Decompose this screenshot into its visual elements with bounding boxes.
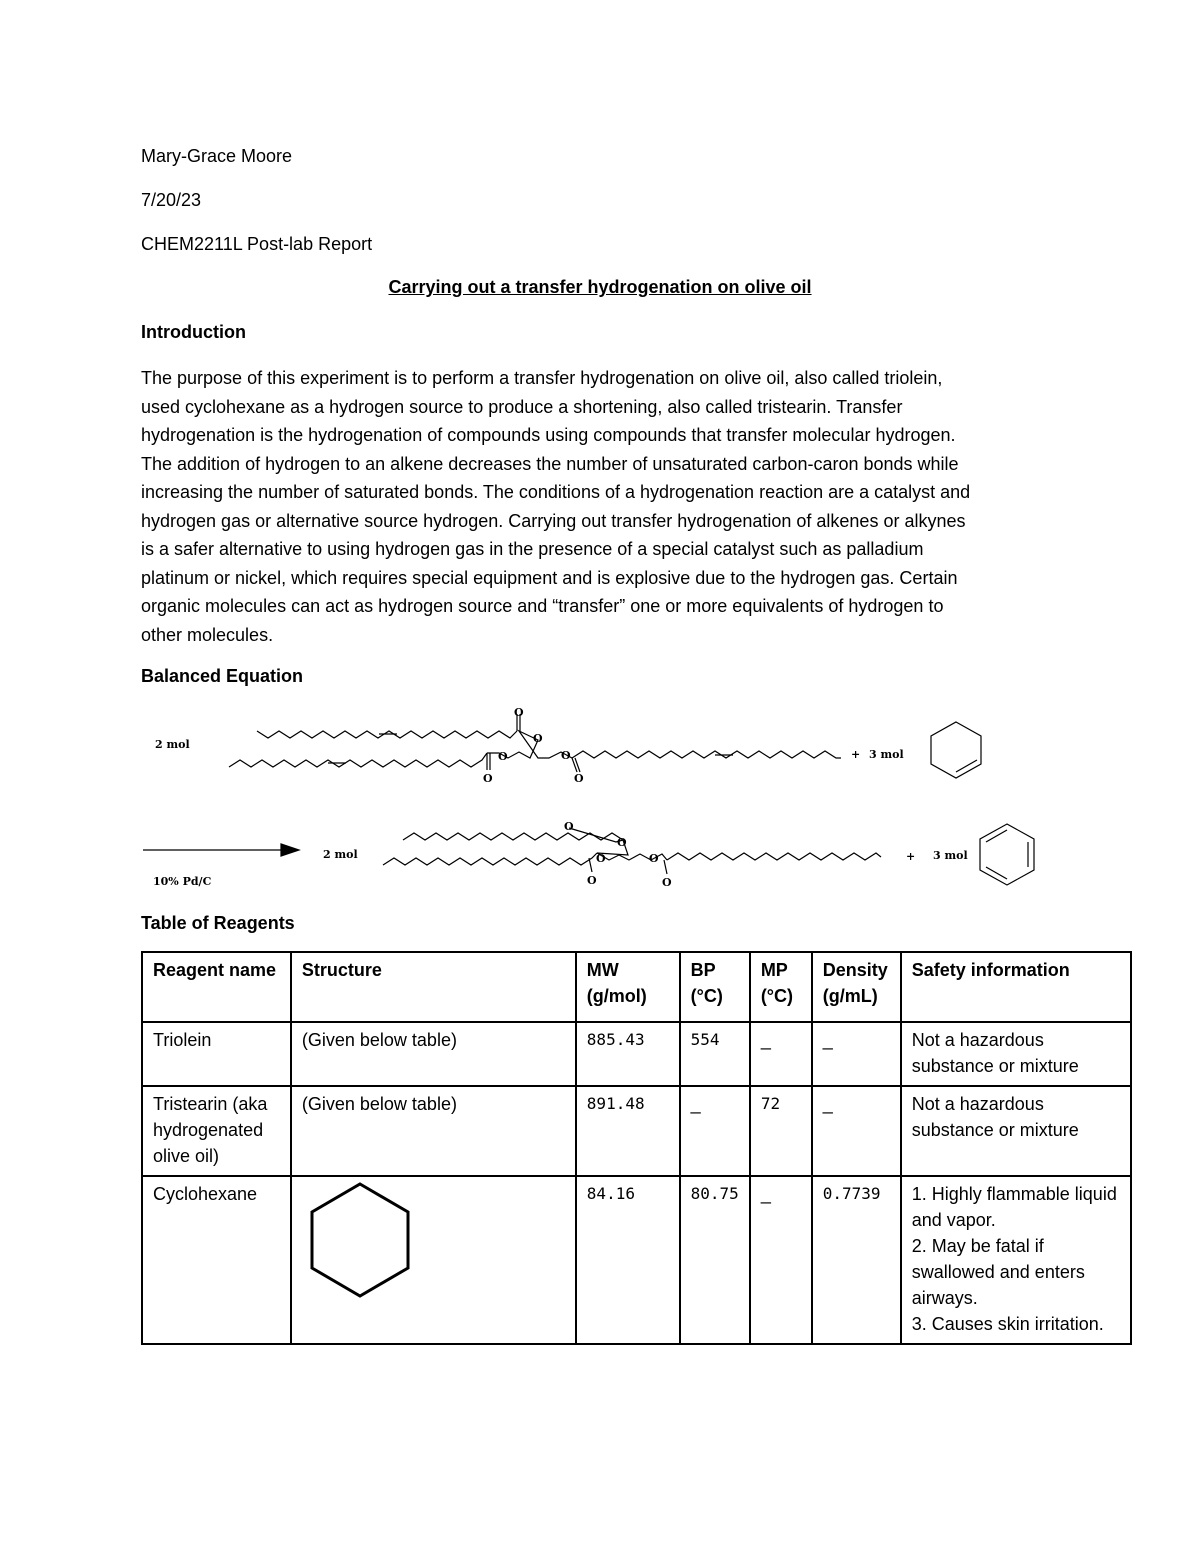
table-row xyxy=(142,1176,1131,1344)
course-label: CHEM2211L Post-lab Report xyxy=(141,234,373,254)
benzene-ring xyxy=(980,824,1034,885)
byproduct-amount: 3 mol xyxy=(933,849,968,862)
reaction-scheme xyxy=(141,700,1061,900)
reagents-table xyxy=(141,951,1132,1345)
column-header: MP (°C) xyxy=(750,952,812,1022)
reagent-amount: 3 mol xyxy=(869,748,904,761)
reagent-structure: (Given below table) xyxy=(291,1022,576,1086)
reagent-mp: _ xyxy=(750,1176,812,1344)
reagent-safety: Not a hazardous substance or mixture xyxy=(901,1086,1131,1176)
intro-line: The purpose of this experiment is to perform a transfer hydrogenation on olive oil, also called triolein, xyxy=(141,368,943,388)
product-amount: 2 mol xyxy=(323,848,358,861)
reagent-name: Cyclohexane xyxy=(142,1176,291,1344)
column-header: Density (g/mL) xyxy=(812,952,901,1022)
reagent-structure: (Given below table) xyxy=(291,1086,576,1176)
column-header: Safety information xyxy=(901,952,1131,1022)
reagent-bp: 80.75 xyxy=(680,1176,750,1344)
column-header: Reagent name xyxy=(142,952,291,1022)
table-header-row xyxy=(142,952,1131,1022)
oxygen-label: O xyxy=(533,732,543,745)
intro-line: is a safer alternative to using hydrogen gas in the presence of a special catalyst such as palladium xyxy=(141,539,924,559)
oxygen-label: O xyxy=(514,706,524,719)
reagent-structure xyxy=(291,1176,576,1344)
reagent-mp: _ xyxy=(750,1022,812,1086)
reagent-bp: _ xyxy=(680,1086,750,1176)
reagent-name: Triolein xyxy=(142,1022,291,1086)
report-date: 7/20/23 xyxy=(141,190,202,210)
cyclohexene-ring xyxy=(931,722,981,778)
reactant-amount: 2 mol xyxy=(155,738,190,751)
reagent-name: Tristearin (aka hydrogenated olive oil) xyxy=(142,1086,291,1176)
safety-item: 3. Causes skin irritation. xyxy=(911,1314,1104,1334)
oxygen-label: O xyxy=(662,876,672,889)
table-row xyxy=(142,1022,1131,1086)
oxygen-label: O xyxy=(483,772,493,785)
reagent-density: _ xyxy=(812,1022,901,1086)
reagent-mw: 84.16 xyxy=(576,1176,680,1344)
intro-line: hydrogen gas or alternative source hydrogen. Carrying out transfer hydrogenation of alkenes or alkynes xyxy=(141,510,966,531)
table-heading: Table of Reagents xyxy=(141,913,295,933)
table-row xyxy=(142,1086,1131,1176)
intro-line: The addition of hydrogen to an alkene decreases the number of unsaturated carbon-caron bonds while xyxy=(141,453,959,474)
triolein-chain-middle xyxy=(229,753,487,767)
oxygen-label: O xyxy=(617,836,627,849)
reagent-mw: 885.43 xyxy=(576,1022,680,1086)
catalyst-label: 10% Pd/C xyxy=(153,875,212,888)
reagent-density: _ xyxy=(812,1086,901,1176)
cyclohexene-double-bond xyxy=(956,760,977,772)
oxygen-label: O xyxy=(564,820,574,833)
reagent-mw: 891.48 xyxy=(576,1086,680,1176)
oxygen-label: O xyxy=(561,749,571,762)
balanced-equation-heading: Balanced Equation xyxy=(141,666,304,686)
safety-item: 2. May be fatal if swallowed and enters airways. xyxy=(911,1236,1085,1308)
carbonyl-bond xyxy=(589,858,592,872)
author-name: Mary-Grace Moore xyxy=(141,146,293,166)
intro-line: used cyclohexane as a hydrogen source to produce a shortening, also called tristearin. Transfer xyxy=(141,396,903,417)
introduction-heading: Introduction xyxy=(141,322,246,342)
column-header: BP (°C) xyxy=(680,952,750,1022)
oxygen-label: O xyxy=(649,852,659,865)
intro-line: organic molecules can act as hydrogen source and “transfer” one or more equivalents of hydrogen to xyxy=(141,596,944,616)
reagent-safety xyxy=(901,1176,1131,1344)
plus-sign: + xyxy=(906,850,916,863)
oxygen-label: O xyxy=(574,772,584,785)
intro-line: increasing the number of saturated bonds. The conditions of a hydrogenation reaction are a catalyst and xyxy=(141,482,971,502)
intro-line: platinum or nickel, which requires special equipment and is explosive due to the hydrogen gas. Certain xyxy=(141,567,958,588)
column-header: Structure xyxy=(291,952,576,1022)
oxygen-label: O xyxy=(596,852,606,865)
introduction-paragraph xyxy=(141,364,1071,649)
arrow-head xyxy=(281,844,299,856)
intro-line: hydrogenation is the hydrogenation of compounds using compounds that transfer molecular hydrogen. xyxy=(141,425,956,445)
reagent-density: 0.7739 xyxy=(812,1176,901,1344)
cyclohexane-structure xyxy=(302,1179,412,1305)
oxygen-label: O xyxy=(498,750,508,763)
oxygen-label: O xyxy=(587,874,597,887)
reagent-mp: 72 xyxy=(750,1086,812,1176)
report-title: Carrying out a transfer hydrogenation on olive oil xyxy=(388,277,812,297)
safety-item: 1. Highly flammable liquid and vapor. xyxy=(911,1184,1117,1230)
tristearin-chain-right xyxy=(667,853,881,860)
carbonyl-bond xyxy=(664,860,667,874)
plus-sign: + xyxy=(851,748,861,761)
benzene-double-bond xyxy=(986,867,1007,879)
triolein-chain-right xyxy=(572,751,841,758)
reagent-safety: Not a hazardous substance or mixture xyxy=(901,1022,1131,1086)
reagent-bp: 554 xyxy=(680,1022,750,1086)
column-header: MW (g/mol) xyxy=(576,952,680,1022)
intro-line: other molecules. xyxy=(141,624,274,645)
tristearin-chain-middle xyxy=(383,853,597,865)
benzene-double-bond xyxy=(986,830,1007,842)
